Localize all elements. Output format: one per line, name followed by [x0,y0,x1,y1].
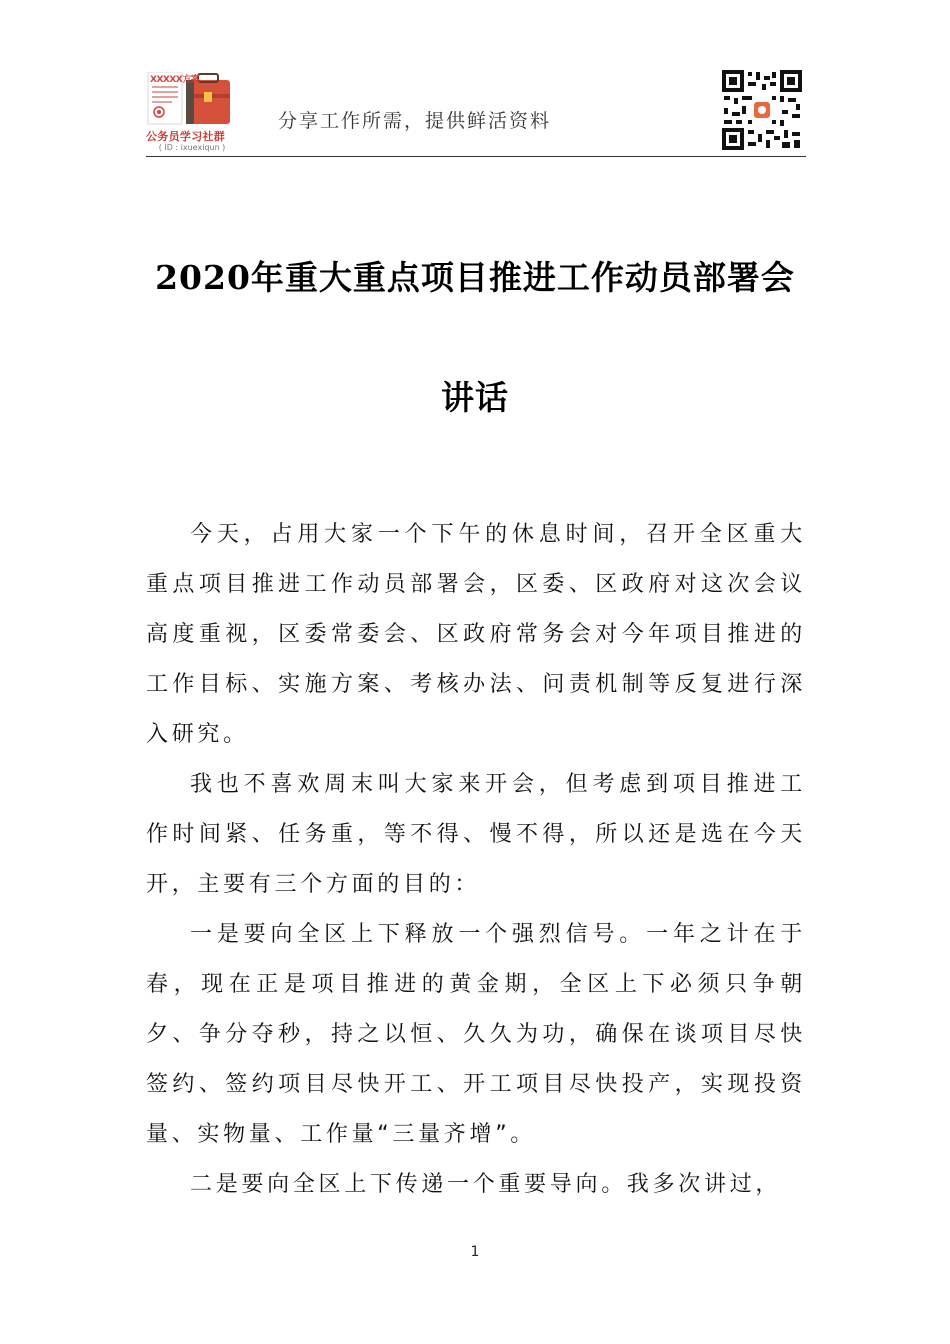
paragraph: 我也不喜欢周末叫大家来开会，但考虑到项目推进工作时间紧、任务重，等不得、慢不得，所以还是选在今天开，主要有三个方面的目的： [146,772,806,897]
page-header [146,70,806,154]
qr-code-icon [722,70,802,150]
paragraph: 一是要向全区上下释放一个强烈信号。一年之计在于春，现在正是项目推进的黄金期，全区上下必须只争朝夕、争分夺秒，持之以恒、久久为功，确保在谈项目尽快签约、签约项目尽快开工、开工项目尽快投产，实现投资量、实物量、工作量“三量齐增”。 [146,922,806,1147]
page-number: 1 [470,1244,480,1260]
document-title-line-1: 2020年重大重点项目推进工作动员部署会 [155,258,795,297]
paragraph: 二是要向全区上下传递一个重要导向。我多次讲过， [190,1172,782,1197]
logo-stamp-text: XXXXX方案 [150,75,200,85]
header-slogan: 分享工作所需，提供鲜活资料 [278,110,552,132]
document-body [146,510,806,1210]
logo-title: 公务员学习社群 [146,130,226,143]
document-title-line-2: 讲话 [441,378,509,417]
paragraph: 今天，占用大家一个下午的休息时间，召开全区重大重点项目推进工作动员部署会，区委、区政府对这次会议高度重视，区委常委会、区政府常务会对今年项目推进的工作目标、实施方案、考核办法、问责机制等反复进行深入研究。 [146,522,806,747]
header-divider [146,156,806,157]
logo [146,72,238,154]
logo-id: ( ID : ixuexiqun ) [158,143,226,152]
